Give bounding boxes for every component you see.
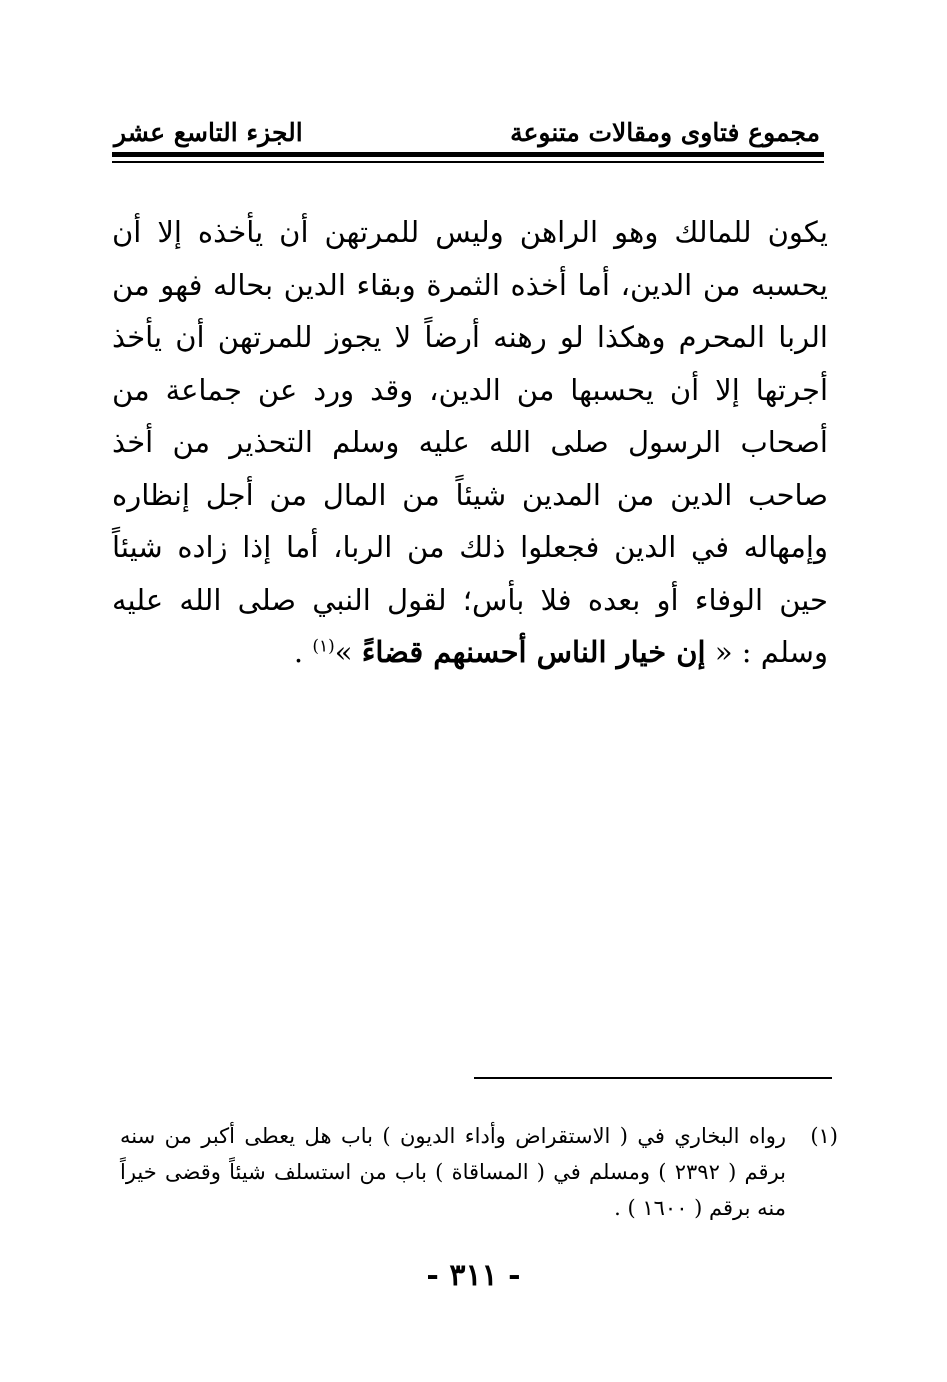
quote-close: » xyxy=(334,635,353,669)
footnote-reference[interactable]: (١) xyxy=(312,636,335,657)
page-number: - ٣١١ - xyxy=(426,1258,521,1293)
footnote-separator xyxy=(474,1077,832,1079)
body-paragraph xyxy=(112,206,828,679)
hadith-quote: إن خيار الناس أحسنهم قضاءً xyxy=(361,635,706,669)
footnote-text: رواه البخاري في ( الاستقراض وأداء الديون ) باب هل يعطى أكبر من سنه برقم ( ٢٣٩٢ ) ومسلم في ( المساقاة ) باب من استسلف شيئاً وقضى خيراً منه برقم ( ١٦٠٠ ) . xyxy=(120,1124,786,1220)
header-rule-thick xyxy=(112,152,824,157)
header-book-title: مجموع فتاوى ومقالات متنوعة xyxy=(510,118,820,147)
header-volume: الجزء التاسع عشر xyxy=(114,118,303,147)
footnote xyxy=(120,1118,838,1226)
footnote-marker: (١) xyxy=(810,1124,838,1148)
header-rule-thin xyxy=(112,161,824,163)
body-text: يكون للمالك وهو الراهن وليس للمرتهن أن يأخذه إلا أن يحسبه من الدين، أما أخذه الثمرة وبقاء الدين بحاله فهو من الربا المحرم وهكذا لو رهنه أرضاً لا يجوز للمرتهن أن يأخذ أجرتها إلا أن يحسبها من الدين، وقد ورد عن جماعة من أصحاب الرسول صلى الله عليه وسلم التحذير من أخذ صاحب الدين من المدين شيئاً من المال من أجل إنظاره وإمهاله في الدين فجعلوا ذلك من الربا، أما إذا زاده شيئاً حين الوفاء أو بعده فلا بأس؛ لقول النبي صلى الله عليه وسلم : xyxy=(112,215,828,669)
quote-open: « xyxy=(714,635,733,669)
body-end-punctuation: . xyxy=(293,635,304,669)
running-header xyxy=(112,112,824,152)
